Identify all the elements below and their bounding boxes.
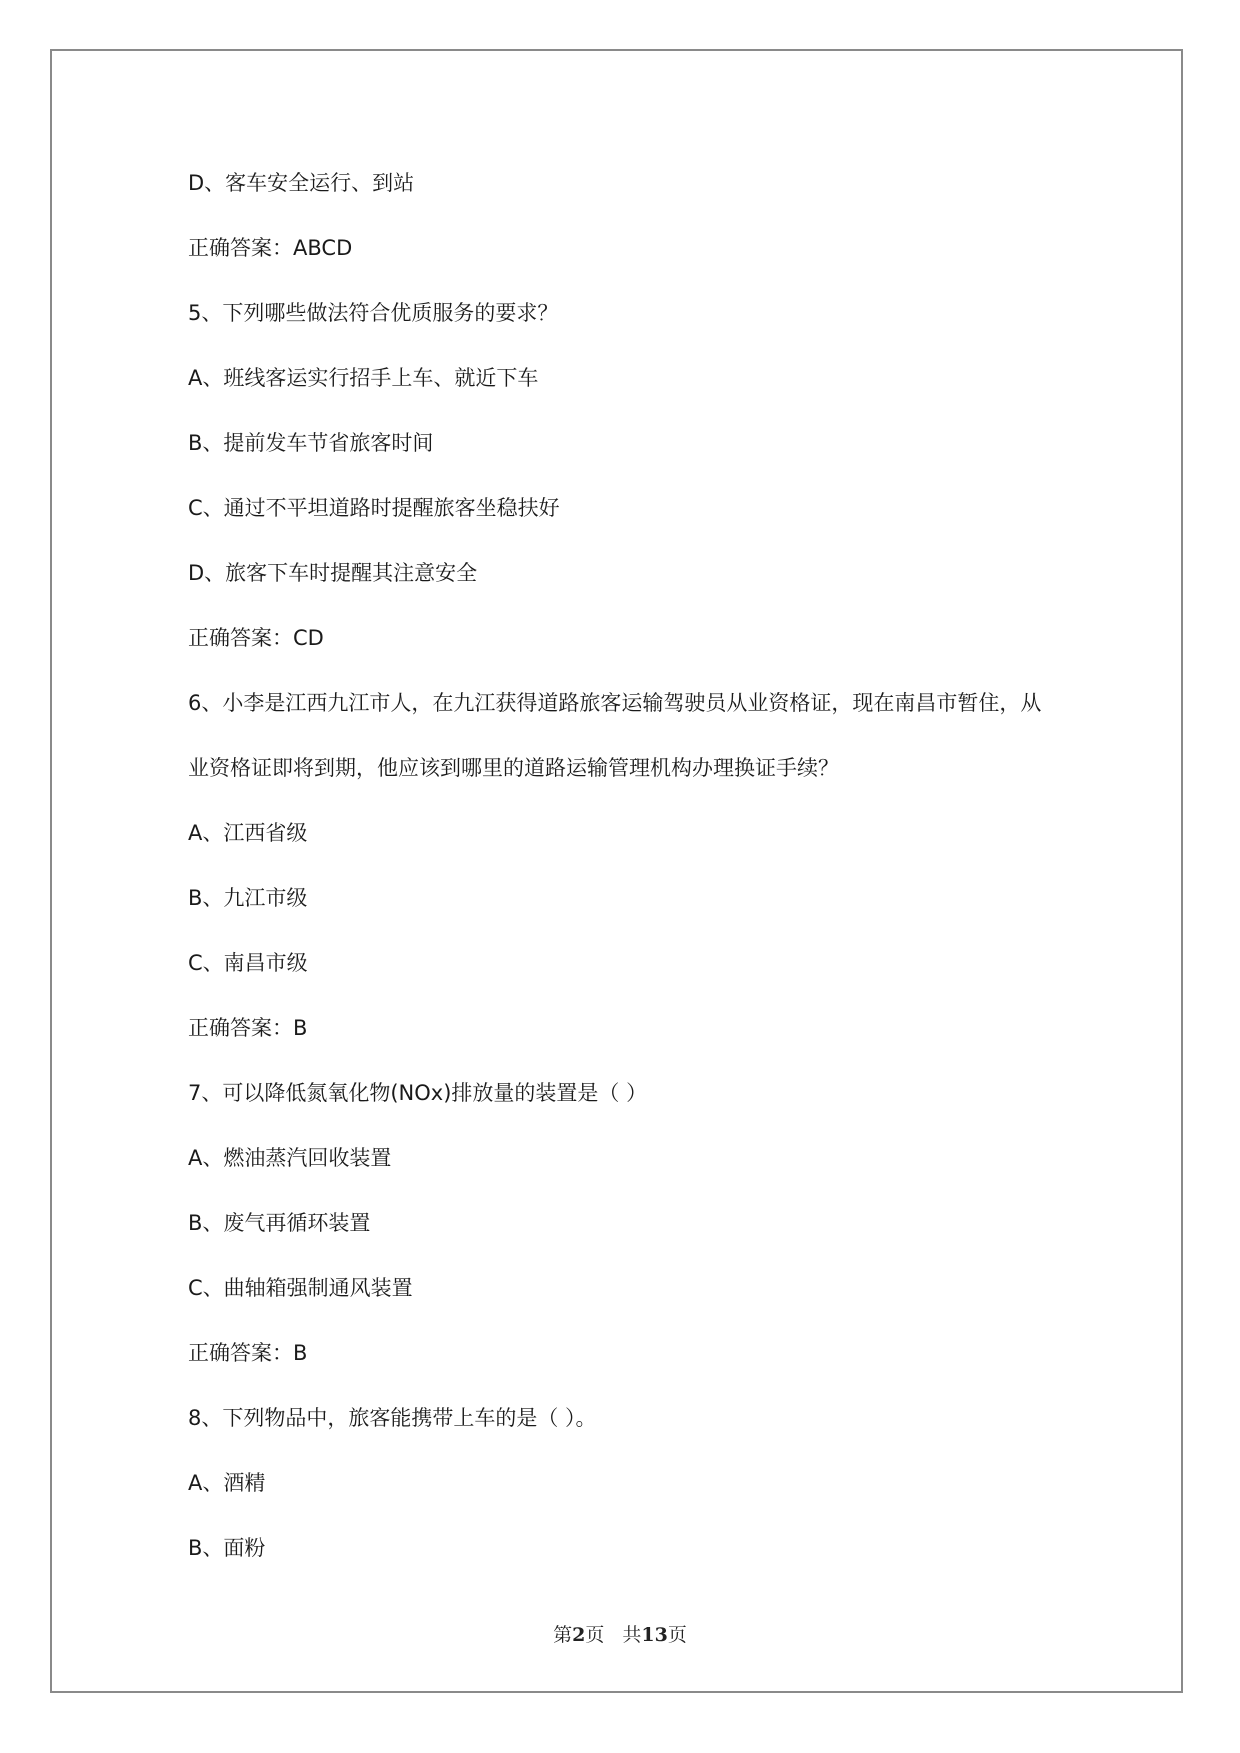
total-prefix: 共 — [622, 1624, 642, 1646]
question-6-continued: 业资格证即将到期，他应该到哪里的道路运输管理机构办理换证手续？ — [188, 756, 839, 780]
option-line: B、面粉 — [188, 1536, 266, 1560]
page-suffix: 页 — [585, 1624, 605, 1646]
question-8: 8、下列物品中，旅客能携带上车的是（ ）。 — [188, 1406, 597, 1430]
option-line: A、燃油蒸汽回收装置 — [188, 1146, 392, 1170]
total-pages: 13 — [641, 1624, 668, 1646]
option-line: C、通过不平坦道路时提醒旅客坐稳扶好 — [188, 496, 560, 520]
question-6: 6、小李是江西九江市人，在九江获得道路旅客运输驾驶员从业资格证，现在南昌市暂住，从 — [188, 691, 1042, 715]
document-body — [188, 158, 1088, 1588]
answer-line: 正确答案：ABCD — [188, 236, 353, 260]
option-line: A、班线客运实行招手上车、就近下车 — [188, 366, 539, 390]
question-7: 7、可以降低氮氧化物(NOx)排放量的装置是（ ） — [188, 1081, 648, 1105]
option-line: B、九江市级 — [188, 886, 308, 910]
option-line: B、废气再循环装置 — [188, 1211, 371, 1235]
page-footer — [0, 1620, 1240, 1647]
total-suffix: 页 — [667, 1624, 687, 1646]
page-number: 2 — [572, 1624, 586, 1646]
option-line: A、江西省级 — [188, 821, 308, 845]
answer-line: 正确答案：B — [188, 1341, 308, 1365]
page-prefix: 第 — [553, 1624, 573, 1646]
option-line: C、曲轴箱强制通风装置 — [188, 1276, 413, 1300]
option-line: D、旅客下车时提醒其注意安全 — [188, 561, 478, 585]
option-line: B、提前发车节省旅客时间 — [188, 431, 434, 455]
option-line: A、酒精 — [188, 1471, 266, 1495]
option-line: C、南昌市级 — [188, 951, 308, 975]
answer-line: 正确答案：B — [188, 1016, 308, 1040]
question-5: 5、下列哪些做法符合优质服务的要求？ — [188, 301, 559, 325]
text-line: D、客车安全运行、到站 — [188, 171, 415, 195]
answer-line: 正确答案：CD — [188, 626, 324, 650]
